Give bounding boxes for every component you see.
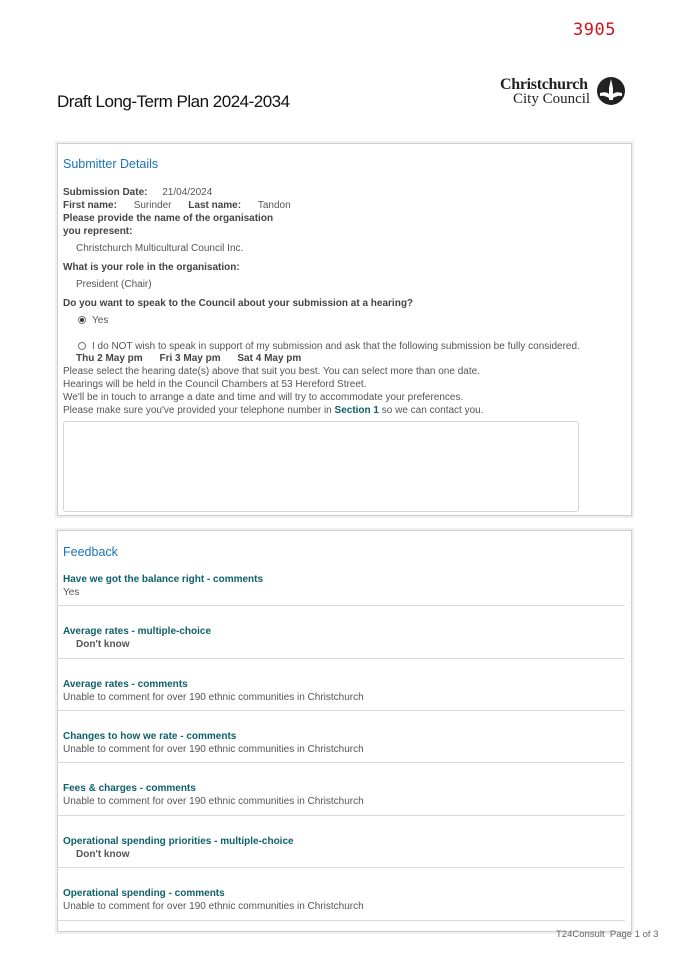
feedback-question-1: Have we got the balance right - comments — [63, 574, 264, 585]
feedback-question-3: Average rates - comments — [63, 679, 188, 690]
council-logo — [500, 74, 630, 108]
feedback-answer-7: Unable to comment for over 190 ethnic communities in Christchurch — [63, 901, 364, 912]
cathedral-icon — [596, 76, 626, 106]
divider — [58, 658, 625, 659]
date-thu[interactable]: Thu 2 May pm — [76, 353, 143, 364]
divider — [58, 762, 625, 763]
last-name-label: Last name: — [188, 200, 242, 211]
divider — [58, 815, 625, 816]
submission-date-label: Submission Date: — [63, 187, 148, 198]
first-name-label: First name: — [63, 200, 117, 211]
date-fri[interactable]: Fri 3 May pm — [159, 353, 221, 364]
page-footer: T24Consult Page 1 of 3 — [556, 929, 659, 940]
feedback-question-4: Changes to how we rate - comments — [63, 731, 237, 742]
hearing-comments-textarea[interactable] — [63, 421, 579, 512]
divider — [58, 710, 625, 711]
radio-selected-icon[interactable] — [78, 316, 86, 324]
last-name-value: Tandon — [257, 200, 291, 211]
radio-unselected-icon[interactable] — [78, 342, 86, 350]
submission-date-value: 21/04/2024 — [162, 187, 213, 198]
section1-link[interactable]: Section 1 — [334, 405, 379, 416]
feedback-question-2: Average rates - multiple-choice — [63, 626, 212, 637]
org-question-line1: Please provide the name of the organisation — [63, 213, 274, 224]
hearing-question: Do you want to speak to the Council about your submission at a hearing? — [63, 298, 414, 309]
info-line4-pre: Please make sure you've provided your telephone number in — [63, 405, 332, 416]
info-line4-post: so we can contact you. — [381, 405, 484, 416]
option-no[interactable] — [78, 341, 580, 352]
feedback-question-7: Operational spending - comments — [63, 888, 225, 899]
page-id-stamp: 3905 — [573, 20, 616, 40]
submitter-details-panel — [57, 143, 632, 516]
role-answer: President (Chair) — [76, 279, 152, 290]
feedback-panel — [57, 530, 632, 932]
option-yes-label: Yes — [92, 315, 109, 326]
submitter-heading: Submitter Details — [63, 157, 159, 171]
feedback-heading: Feedback — [63, 545, 118, 559]
feedback-answer-2: Don't know — [76, 639, 130, 650]
info-line3: We'll be in touch to arrange a date and time and will try to accommodate your preferences. — [63, 392, 464, 403]
feedback-question-6: Operational spending priorities - multiple-choice — [63, 836, 294, 847]
option-yes[interactable] — [78, 315, 108, 326]
feedback-answer-5: Unable to comment for over 190 ethnic communities in Christchurch — [63, 796, 364, 807]
feedback-answer-1: Yes — [63, 587, 80, 598]
logo-line1: Christchurch — [500, 76, 588, 93]
document-title: Draft Long-Term Plan 2024-2034 — [57, 92, 290, 111]
info-line1: Please select the hearing date(s) above that suit you best. You can select more than one date. — [63, 366, 480, 377]
feedback-question-5: Fees & charges - comments — [63, 783, 196, 794]
org-question-line2: you represent: — [63, 226, 133, 237]
divider — [58, 867, 625, 868]
feedback-answer-6: Don't know — [76, 849, 130, 860]
option-no-label: I do NOT wish to speak in support of my submission and ask that the following submission be fully considered. — [92, 341, 580, 352]
logo-line2: City Council — [513, 91, 591, 107]
feedback-answer-3: Unable to comment for over 190 ethnic communities in Christchurch — [63, 692, 364, 703]
role-question: What is your role in the organisation: — [63, 262, 240, 273]
date-sat[interactable]: Sat 4 May pm — [237, 353, 302, 364]
org-answer: Christchurch Multicultural Council Inc. — [76, 243, 244, 254]
first-name-value: Surinder — [133, 200, 172, 211]
divider — [58, 920, 625, 921]
info-line2: Hearings will be held in the Council Chambers at 53 Hereford Street. — [63, 379, 367, 390]
feedback-answer-4: Unable to comment for over 190 ethnic communities in Christchurch — [63, 744, 364, 755]
divider — [58, 605, 625, 606]
